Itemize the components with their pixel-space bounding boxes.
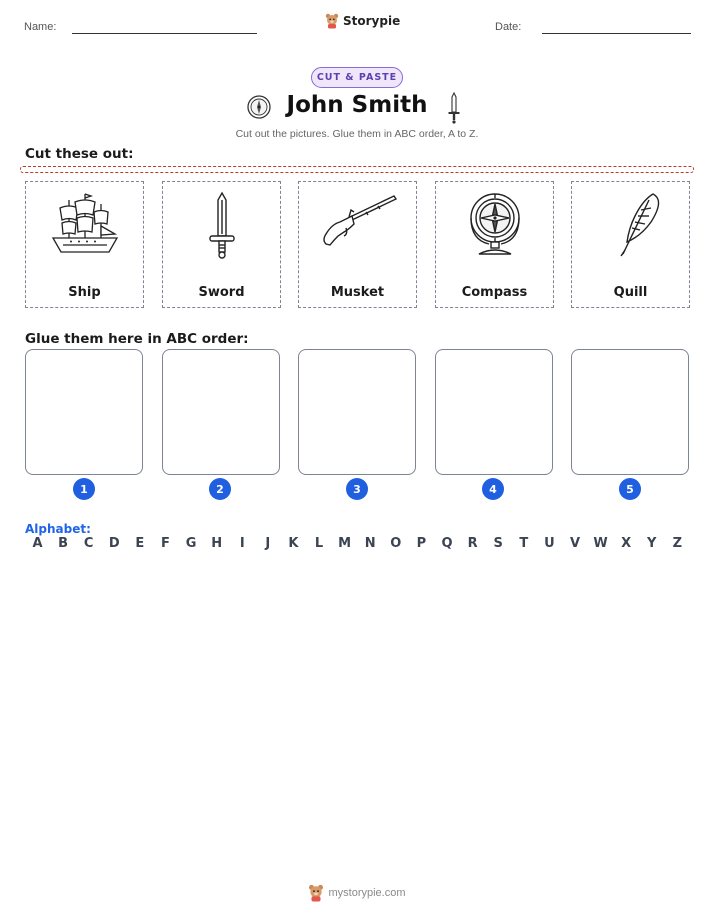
card-label: Sword xyxy=(198,285,245,300)
name-line[interactable] xyxy=(72,33,257,34)
compass-icon xyxy=(455,190,535,260)
alphabet-letter: Y xyxy=(647,536,657,551)
alphabet-heading: Alphabet: xyxy=(25,522,91,536)
alphabet-letter: P xyxy=(416,536,427,551)
alphabet-letter: I xyxy=(239,536,245,551)
bear-mascot-icon xyxy=(308,884,324,902)
alphabet-letter: W xyxy=(593,536,608,551)
alphabet-letter: L xyxy=(314,536,324,551)
alphabet-letter: B xyxy=(58,536,69,551)
alphabet-letter: S xyxy=(493,536,503,551)
alphabet-letter: N xyxy=(364,536,376,551)
slot-number-2: 2 xyxy=(209,478,231,500)
footer xyxy=(0,884,714,902)
musket-icon xyxy=(318,190,398,260)
glue-slot-4[interactable] xyxy=(435,349,553,475)
sword-icon xyxy=(182,190,262,260)
alphabet-letter: K xyxy=(288,536,299,551)
glue-slot-3[interactable] xyxy=(298,349,416,475)
alphabet-letter: O xyxy=(390,536,402,551)
card-label: Musket xyxy=(330,285,385,300)
brand-name: Storypie xyxy=(343,14,401,28)
alphabet-letter: G xyxy=(185,536,197,551)
card-label: Quill xyxy=(613,285,648,300)
card-label: Compass xyxy=(461,285,528,300)
alphabet-letter: X xyxy=(621,536,632,551)
alphabet-letter: H xyxy=(211,536,223,551)
slot-number-4: 4 xyxy=(482,478,504,500)
cut-card-ship[interactable] xyxy=(25,181,144,308)
footer-url[interactable]: mystorypie.com xyxy=(328,887,406,899)
sword-icon xyxy=(447,92,461,124)
date-label: Date: xyxy=(495,21,522,33)
alphabet-letter: V xyxy=(569,536,580,551)
page-title: John Smith xyxy=(286,92,428,118)
card-label: Ship xyxy=(68,285,101,300)
cut-line xyxy=(20,166,694,173)
glue-slot-5[interactable] xyxy=(571,349,689,475)
cut-card-sword[interactable] xyxy=(162,181,281,308)
alphabet-letter: E xyxy=(135,536,145,551)
bear-mascot-icon xyxy=(325,13,339,29)
alphabet-letter: A xyxy=(32,536,43,551)
glue-slot-2[interactable] xyxy=(162,349,280,475)
instructions: Cut out the pictures. Glue them in ABC order, A to Z. xyxy=(235,128,479,140)
alphabet-letter: C xyxy=(83,536,94,551)
alphabet-letter: Z xyxy=(672,536,683,551)
cut-card-compass[interactable] xyxy=(435,181,554,308)
glue-heading: Glue them here in ABC order: xyxy=(25,331,249,347)
cut-card-quill[interactable] xyxy=(571,181,690,308)
alphabet-letter: M xyxy=(338,536,352,551)
alphabet-letter: U xyxy=(544,536,555,551)
alphabet-letter: R xyxy=(467,536,478,551)
date-line[interactable] xyxy=(542,33,691,34)
cut-paste-badge: CUT & PASTE xyxy=(311,67,403,88)
ship-icon xyxy=(45,190,125,260)
quill-icon xyxy=(591,190,671,260)
alphabet-row xyxy=(25,536,690,551)
alphabet-letter: J xyxy=(265,536,271,551)
cut-card-musket[interactable] xyxy=(298,181,417,308)
glue-slot-1[interactable] xyxy=(25,349,143,475)
cut-heading: Cut these out: xyxy=(25,146,134,162)
alphabet-letter: Q xyxy=(441,536,453,551)
name-label: Name: xyxy=(24,21,57,33)
alphabet-letter: T xyxy=(519,536,529,551)
alphabet-letter: F xyxy=(161,536,170,551)
brand-logo xyxy=(325,13,400,29)
slot-number-5: 5 xyxy=(619,478,641,500)
slot-number-1: 1 xyxy=(73,478,95,500)
slot-number-3: 3 xyxy=(346,478,368,500)
alphabet-letter: D xyxy=(108,536,120,551)
